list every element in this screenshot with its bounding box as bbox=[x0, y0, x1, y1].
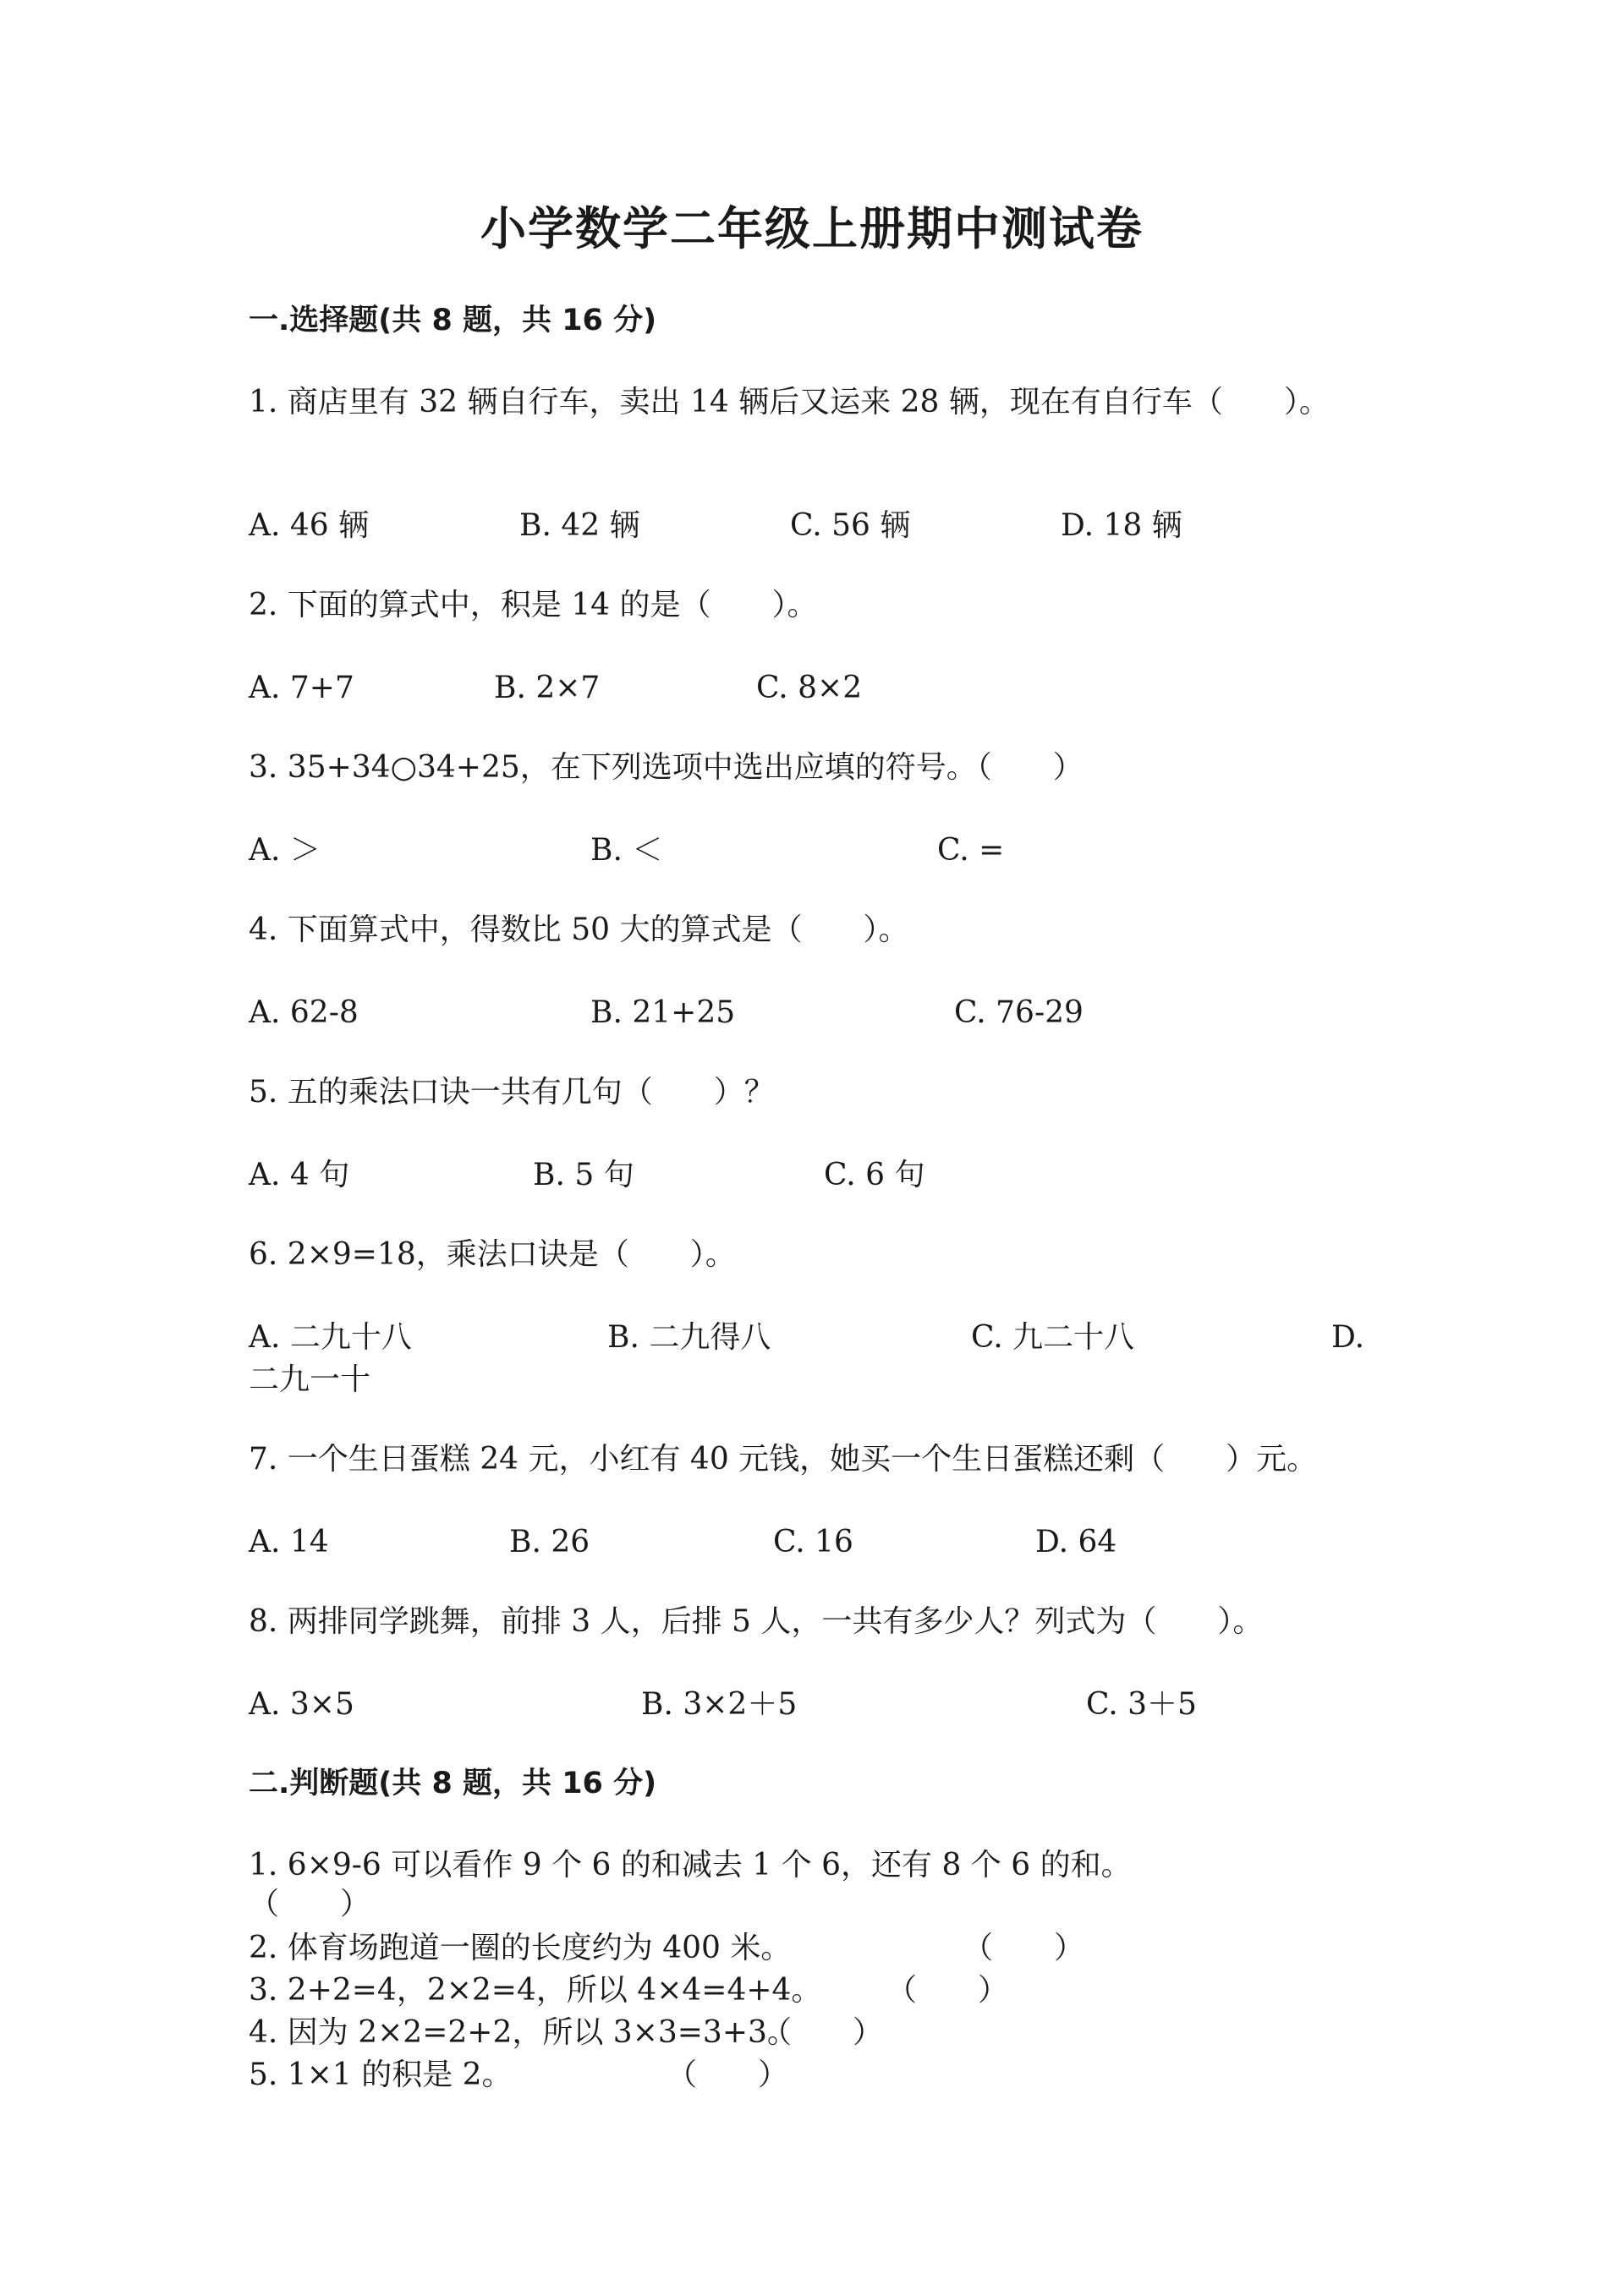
question-2: 2. 下面的算式中，积是 14 的是（ ）。 bbox=[249, 588, 818, 622]
q4-option-c: C. 76-29 bbox=[954, 995, 1084, 1030]
tf-item-5-text: 5. 1×1 的积是 2。 bbox=[249, 2058, 513, 2092]
q7-option-a: A. 14 bbox=[249, 1525, 329, 1559]
tf-item-3-paren: （ ） bbox=[886, 1973, 1009, 2008]
question-1: 1. 商店里有 32 辆自行车，卖出 14 辆后又运来 28 辆，现在有自行车（ ）。 bbox=[249, 385, 1330, 419]
question-7: 7. 一个生日蛋糕 24 元，小红有 40 元钱，她买一个生日蛋糕还剩（ ）元。 bbox=[249, 1442, 1318, 1477]
q1-option-d: D. 18 辆 bbox=[1061, 508, 1182, 543]
tf-item-3-text: 3. 2+2=4，2×2=4，所以 4×4=4+4。 bbox=[249, 1973, 822, 2008]
q5-option-c: C. 6 句 bbox=[824, 1158, 925, 1192]
q8-option-c: C. 3＋5 bbox=[1086, 1687, 1197, 1722]
section-heading-choice: 一.选择题(共 8 题，共 16 分) bbox=[249, 304, 657, 337]
question-5: 5. 五的乘法口诀一共有几句（ ）？ bbox=[249, 1075, 775, 1110]
tf-item-4-paren: （ ） bbox=[761, 2015, 884, 2050]
q3-option-a: A. ＞ bbox=[249, 833, 321, 868]
question-6: 6. 2×9=18，乘法口诀是（ ）。 bbox=[249, 1237, 736, 1272]
tf-item-1-paren: （ ） bbox=[249, 1887, 371, 1921]
q3-option-c: C. = bbox=[937, 833, 1005, 868]
question-3: 3. 35+34○34+25，在下列选项中选出应填的符号。（ ） bbox=[249, 750, 1084, 785]
q4-option-b: B. 21+25 bbox=[590, 995, 736, 1030]
q1-option-b: B. 42 辆 bbox=[519, 508, 640, 543]
q7-option-d: D. 64 bbox=[1035, 1525, 1117, 1559]
q5-option-b: B. 5 句 bbox=[533, 1158, 634, 1192]
tf-item-2-paren: （ ） bbox=[963, 1931, 1085, 1965]
q6-option-b: B. 二九得八 bbox=[607, 1320, 771, 1355]
q5-option-a: A. 4 句 bbox=[249, 1158, 350, 1192]
tf-item-4-text: 4. 因为 2×2=2+2，所以 3×3=3+3。 bbox=[249, 2015, 798, 2050]
q6-option-c: C. 九二十八 bbox=[971, 1320, 1135, 1355]
q6-option-d-text: 二九一十 bbox=[249, 1362, 371, 1397]
q4-option-a: A. 62-8 bbox=[249, 995, 359, 1030]
q2-option-a: A. 7+7 bbox=[249, 671, 354, 705]
section-heading-true-false: 二.判断题(共 8 题，共 16 分) bbox=[249, 1767, 657, 1800]
q8-option-b: B. 3×2＋5 bbox=[641, 1687, 798, 1722]
q1-option-a: A. 46 辆 bbox=[249, 508, 370, 543]
question-8: 8. 两排同学跳舞，前排 3 人，后排 5 人，一共有多少人？列式为（ ）。 bbox=[249, 1604, 1264, 1639]
tf-item-2-text: 2. 体育场跑道一圈的长度约为 400 米。 bbox=[249, 1931, 792, 1965]
q1-option-c: C. 56 辆 bbox=[790, 508, 911, 543]
q8-option-a: A. 3×5 bbox=[249, 1687, 354, 1722]
q6-option-d-label: D. bbox=[1331, 1320, 1365, 1355]
page-title: 小学数学二年级上册期中测试卷 bbox=[480, 202, 1144, 255]
q7-option-c: C. 16 bbox=[773, 1525, 853, 1559]
q3-option-b: B. ＜ bbox=[590, 833, 663, 868]
q2-option-b: B. 2×7 bbox=[494, 671, 601, 705]
q7-option-b: B. 26 bbox=[509, 1525, 590, 1559]
tf-item-5-paren: （ ） bbox=[667, 2058, 789, 2092]
q6-option-a: A. 二九十八 bbox=[249, 1320, 412, 1355]
q2-option-c: C. 8×2 bbox=[756, 671, 863, 705]
tf-item-1-text: 1. 6×9-6 可以看作 9 个 6 的和减去 1 个 6，还有 8 个 6 的和。 bbox=[249, 1848, 1132, 1882]
question-4: 4. 下面算式中，得数比 50 大的算式是（ ）。 bbox=[249, 912, 909, 947]
